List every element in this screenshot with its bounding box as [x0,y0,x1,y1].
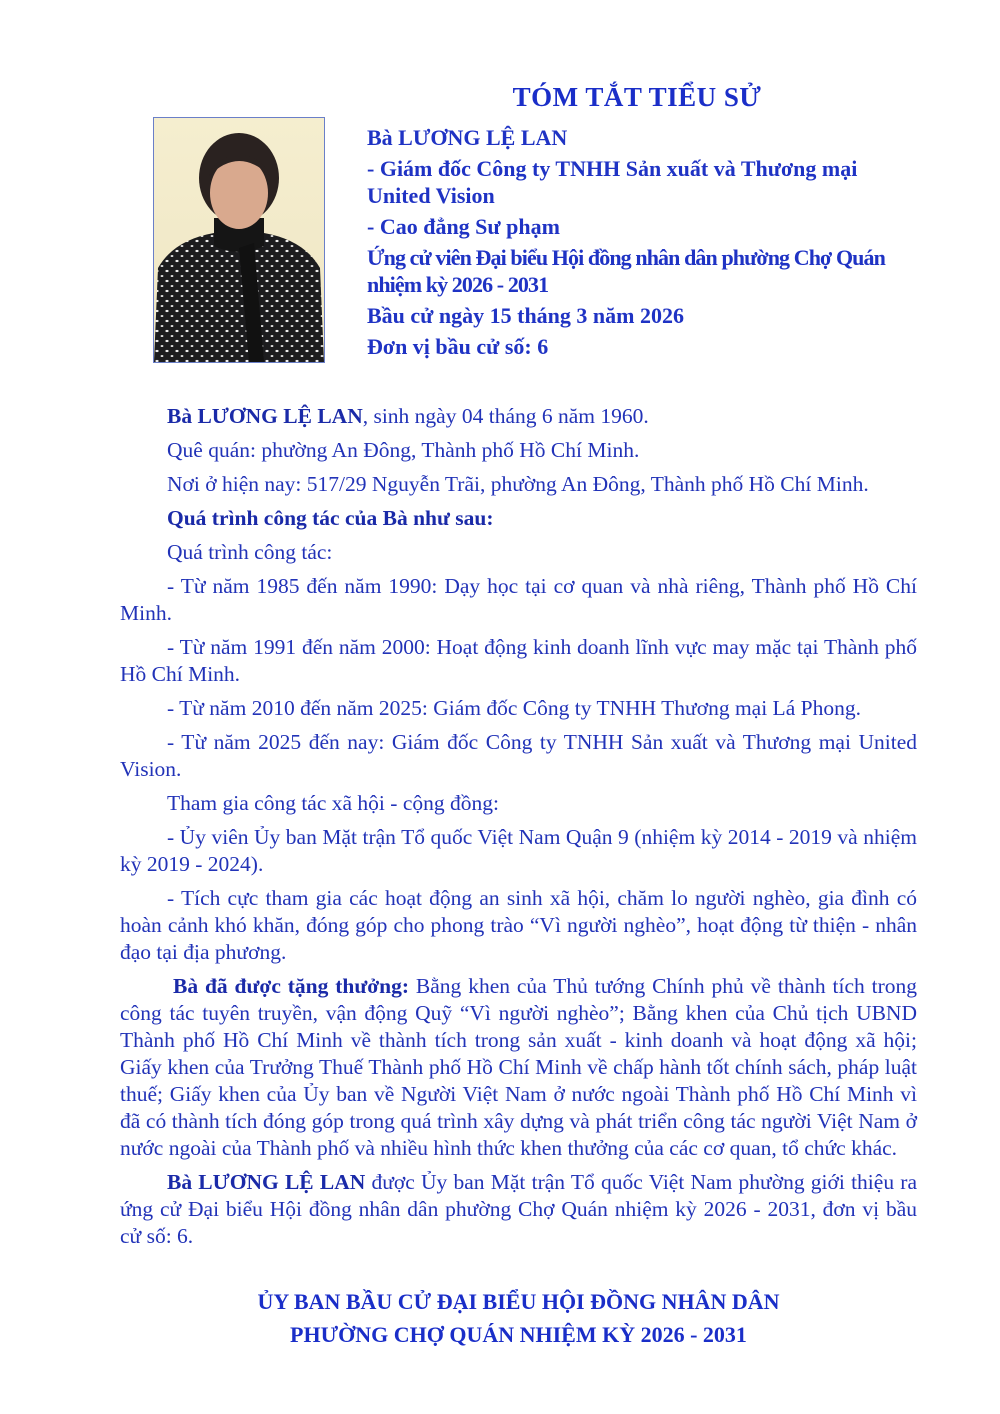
residence: Nơi ở hiện nay: 517/29 Nguyễn Trãi, phường An Đông, Thành phố Hồ Chí Minh. [167,472,869,496]
social-item: - Ủy viên Ủy ban Mặt trận Tổ quốc Việt Nam Quận 9 (nhiệm kỳ 2014 - 2019 và nhiệm kỳ 2019 - 2024). [120,825,917,876]
candidacy-text: Ứng cử viên Đại biểu Hội đồng nhân dân phường Chợ Quán nhiệm kỳ 2026 - 2031 [367,245,885,297]
candidate-education: - Cao đẳng Sư phạm [367,214,560,239]
awards-paragraph [120,973,917,1162]
career-heading: Quá trình công tác của Bà như sau: [167,506,494,530]
nomination-text: được Ủy ban Mặt trận Tổ quốc Việt Nam phường giới thiệu ra ứng cử Đại biểu Hội đồng nhân dân phường Chợ Quán nhiệm kỳ 2026 - 2031, đơn vị bầu cử số: 6. [120,1170,917,1248]
biography-body [120,403,917,1257]
candidate-position: - Giám đốc Công ty TNHH Sản xuất và Thương mại United Vision [367,156,858,208]
social-item: - Tích cực tham gia các hoạt động an sinh xã hội, chăm lo người nghèo, gia đình có hoàn cảnh khó khăn, đóng góp cho phong trào “Vì người nghèo”, hoạt động từ thiện - nhân đạo tại địa phương. [120,886,917,964]
career-item: - Từ năm 1985 đến năm 1990: Dạy học tại cơ quan và nhà riêng, Thành phố Hồ Chí Minh. [120,574,917,625]
footer-line-2: PHƯỜNG CHỢ QUÁN NHIỆM KỲ 2026 - 2031 [290,1322,747,1347]
portrait-photo [153,117,325,363]
election-unit: Đơn vị bầu cử số: 6 [367,334,549,359]
page-title: TÓM TẮT TIỂU SỬ [512,82,762,112]
hometown: Quê quán: phường An Đông, Thành phố Hồ Chí Minh. [167,438,640,462]
candidate-name: Bà LƯƠNG LỆ LAN [367,125,568,150]
issuer-footer [120,1285,917,1351]
awards-label: Bà đã được tặng thưởng: [173,974,410,998]
footer-line-1: ỦY BAN BẦU CỬ ĐẠI BIỂU HỘI ĐỒNG NHÂN DÂN [257,1289,780,1314]
name-bold: Bà LƯƠNG LỆ LAN [167,404,363,428]
candidate-summary [367,124,912,364]
career-item: - Từ năm 2010 đến năm 2025: Giám đốc Công ty TNHH Thương mại Lá Phong. [167,696,861,720]
career-item: - Từ năm 1991 đến năm 2000: Hoạt động kinh doanh lĩnh vực may mặc tại Thành phố Hồ Chí Minh. [120,635,917,686]
career-label: Quá trình công tác: [167,540,333,564]
career-item: - Từ năm 2025 đến nay: Giám đốc Công ty TNHH Sản xuất và Thương mại United Vision. [120,730,917,781]
birth-text: , sinh ngày 04 tháng 6 năm 1960. [362,404,649,428]
awards-text: Bằng khen của Thủ tướng Chính phủ về thành tích trong công tác tuyên truyền, vận động Quỹ “Vì người nghèo”; Bằng khen của Chủ tịch UBND Thành phố Hồ Chí Minh về thành tích trong sản xuất - kinh doanh và hoạt động xã hội; Giấy khen của Trưởng Thuế Thành phố Hồ Chí Minh về chấp hành tốt chính sách, pháp luật thuế; Giấy khen của Ủy ban về Người Việt Nam ở nước ngoài Thành phố Hồ Chí Minh vì đã có thành tích đóng góp trong quá trình xây dựng và phát triển công tác người Việt Nam ở nước ngoài của Thành phố và nhiều hình thức khen thưởng của các cơ quan, tổ chức khác. [120,974,917,1160]
social-label: Tham gia công tác xã hội - cộng đồng: [167,791,499,815]
election-date: Bầu cử ngày 15 tháng 3 năm 2026 [367,303,684,328]
nomination-paragraph [120,1169,917,1250]
name-bold: Bà LƯƠNG LỆ LAN [167,1170,366,1194]
birth-paragraph [120,403,917,430]
